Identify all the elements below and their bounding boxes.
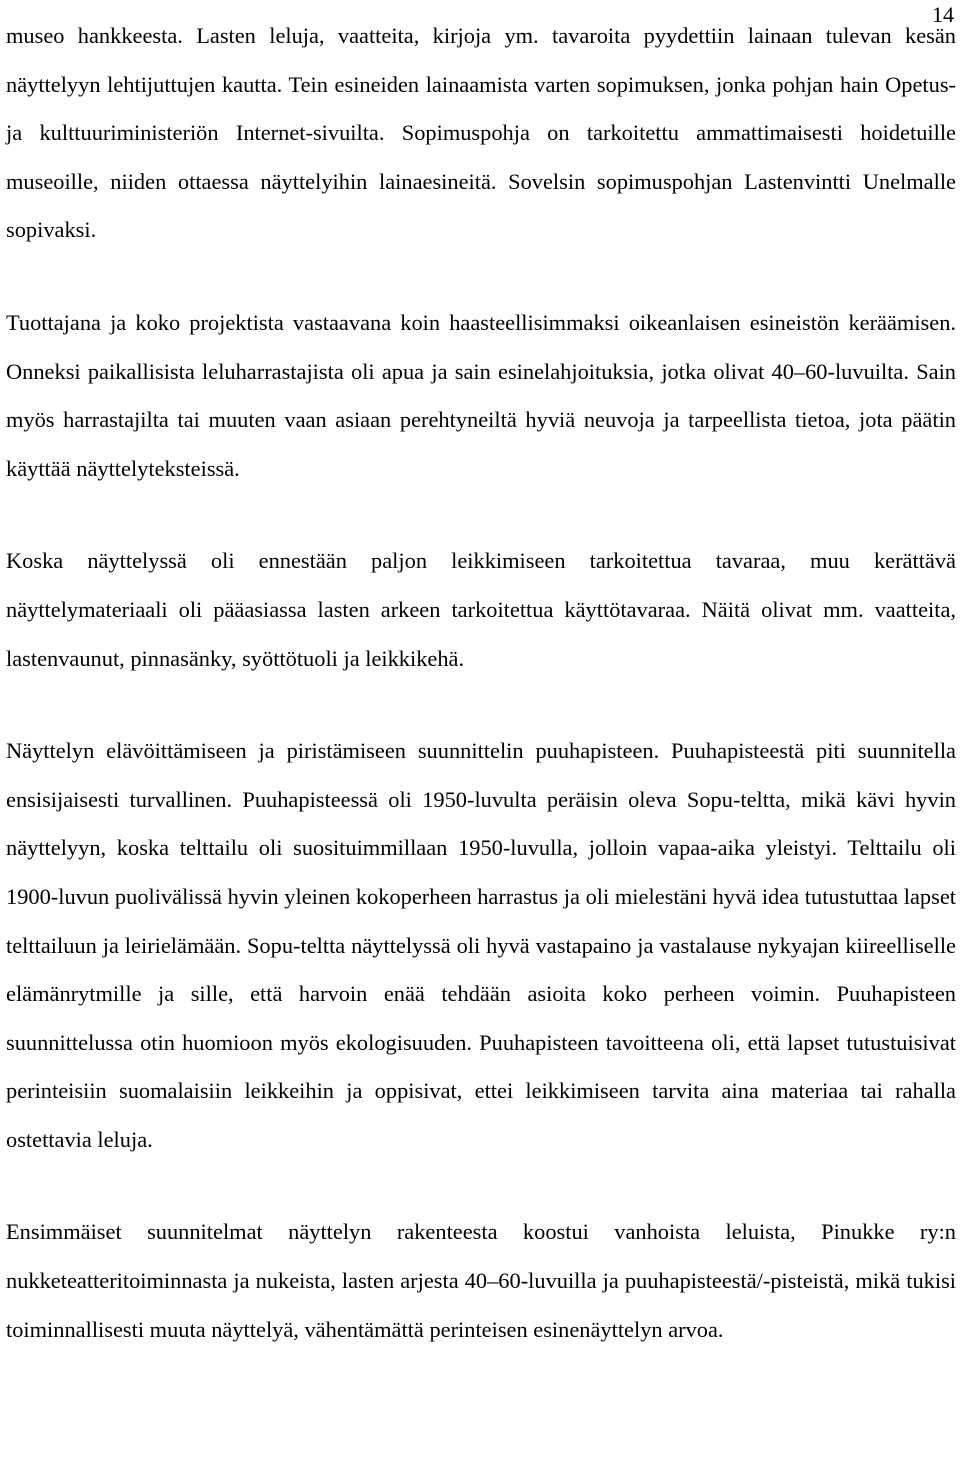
page-number: 14 [932,2,954,27]
paragraph-4: Näyttelyn elävöittämiseen ja piristämiseen suunnittelin puuhapisteen. Puuhapisteestä piti suunnitella ensisijaisesti turvallinen. Puuhapisteessä oli 1950-luvulta peräisin oleva Sopu-teltta, mikä kävi hyvin näyttelyyn, koska telttailu oli suosituimmillaan 1950-luvulla, jolloin vapaa-aika yleistyi. Telttailu oli 1900-luvun puolivälissä hyvin yleinen kokoperheen harrastus ja oli mielestäni hyvä idea tutustuttaa lapset telttailuun ja leirielämään. Sopu-teltta näyttelyssä oli hyvä vastapaino ja vastalause nykyajan kiireelliselle elämänrytmille ja sille, että harvoin enää tehdään asioita koko perheen voimin. Puuhapisteen suunnittelussa otin huomioon myös ekologisuuden. Puuhapisteen tavoitteena oli, että lapset tutustuisivat perinteisiin suomalaisiin leikkeihin ja oppisivat, ettei leikkimiseen tarvita aina materiaa tai rahalla ostettavia leluja. [6,738,956,1152]
paragraph-2: Tuottajana ja koko projektista vastaavana koin haasteellisimmaksi oikeanlaisen esineistön keräämisen. Onneksi paikallisista leluharrastajista oli apua ja sain esinelahjoituksia, jotka olivat 40–60-luvuilta. Sain myös harrastajilta tai muuten vaan asiaan perehtyneiltä hyviä neuvoja ja tarpeellista tietoa, jota päätin käyttää näyttelyteksteissä. [6,309,956,481]
paragraph-5: Ensimmäiset suunnitelmat näyttelyn rakenteesta koostui vanhoista leluista, Pinukke ry:n nukketeatteritoiminnasta ja nukeista, lasten arjesta 40–60-luvuilla ja puuhapisteestä/-pisteistä, mikä tukisi toiminnallisesti muuta näyttelyä, vähentämättä perinteisen esinenäyttelyn arvoa. [6,1219,956,1342]
document-body [6,12,956,1354]
paragraph-3: Koska näyttelyssä oli ennestään paljon leikkimiseen tarkoitettua tavaraa, muu kerättävä näyttelymateriaali oli pääasiassa lasten arkeen tarkoitettua käyttötavaraa. Näitä olivat mm. vaatteita, lastenvaunut, pinnasänky, syöttötuoli ja leikkikehä. [6,548,956,671]
paragraph-1: museo hankkeesta. Lasten leluja, vaatteita, kirjoja ym. tavaroita pyydettiin lainaan tulevan kesän näyttelyyn lehtijuttujen kautta. Tein esineiden lainaamista varten sopimuksen, jonka pohjan hain Opetus- ja kulttuuriministeriön Internet-sivuilta. Sopimuspohja on tarkoitettu ammattimaisesti hoidetuille museoille, niiden ottaessa näyttelyihin lainaesineitä. Sovelsin sopimuspohjan Lastenvintti Unelmalle sopivaksi. [6,23,956,243]
